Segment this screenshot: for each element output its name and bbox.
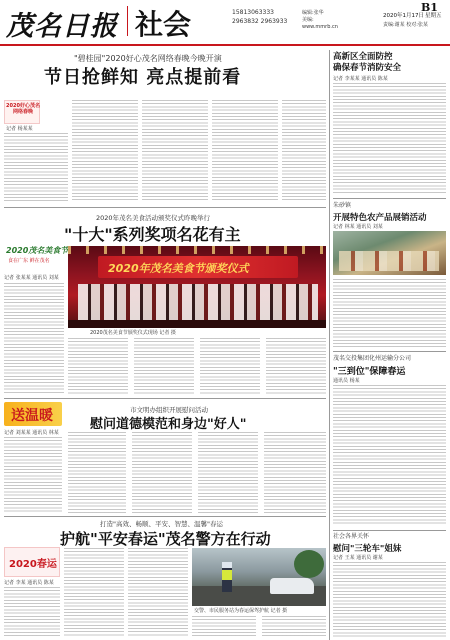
right-story-4-byline: 记者 王某 通讯员 谢某 [333, 555, 383, 561]
right-story-3-kicker: 茂名交投集团化州运输分公司 [333, 355, 412, 362]
right-story-1-headline: 高新区全面防控 确保春节消防安全 [333, 52, 402, 73]
issue-date: 2020年1月17日 [383, 13, 424, 19]
produce-fair-photo [333, 231, 446, 275]
section-divider-2 [4, 398, 326, 399]
stage-lights [68, 246, 326, 254]
logo-divider [127, 6, 128, 36]
section-divider-1 [4, 207, 326, 208]
warmth-body-col4 [198, 432, 258, 513]
warmth-kicker: 市文明办组织开展慰问活动 [130, 406, 208, 414]
stage-banner [98, 256, 298, 278]
police-body-col2 [64, 548, 124, 637]
lead-kicker: "碧桂园"2020好心茂名网络春晚今晚开演 [74, 54, 222, 63]
section-divider-3 [4, 516, 326, 517]
right-divider-2 [333, 351, 446, 352]
masthead [0, 0, 450, 44]
police-kicker: 打造"高效、畅顺、平安、智慧、温馨"春运 [100, 520, 223, 528]
right-story-3-byline: 通讯员 杨某 [333, 378, 360, 384]
spring-gala-logo [4, 100, 40, 124]
lead-body-col4 [212, 100, 278, 202]
website: www.mmrb.cn [302, 24, 338, 30]
warmth-body-col1 [4, 437, 62, 513]
newspaper-logo: 茂名日报 [6, 11, 118, 42]
warmth-byline: 记者 刘某某 通讯员 林某 [4, 430, 59, 436]
awards-body-col1 [4, 283, 64, 393]
police-headline: 护航"平安春运"茂名警方在行动 [60, 530, 271, 548]
awards-body-col2 [68, 338, 128, 394]
right-story-3-body [333, 385, 446, 525]
right-story-4-kicker: 社会各界关怀 [333, 533, 370, 540]
masthead-rule [0, 44, 450, 46]
police-body-col3 [128, 548, 188, 637]
traffic-police-photo [192, 548, 326, 606]
stalls [339, 251, 439, 271]
warmth-body-col3 [132, 432, 192, 513]
lead-body-col3 [142, 100, 208, 202]
food-fest-label: 2020茂名美食节 [6, 246, 69, 255]
page-number: B1 [421, 1, 438, 14]
lead-byline: 记者 杨某某 [6, 126, 33, 132]
right-story-4-body [333, 562, 446, 637]
police-body-col4 [192, 616, 256, 637]
issue-weekday: 星期五 [425, 13, 442, 19]
right-story-4-headline: 慰问"三轮车"姐妹 [333, 544, 402, 554]
reflective-vest [222, 570, 232, 580]
tree [294, 550, 324, 578]
lead-body-col5 [282, 100, 326, 202]
warmth-logo-label: 送温暖 [11, 408, 53, 424]
police-byline: 记者 李某 通讯员 陈某 [4, 580, 54, 586]
right-story-2-body [333, 279, 446, 347]
lead-body-col2 [72, 100, 138, 202]
right-story-1-body [333, 83, 446, 193]
lead-body-col1 [4, 133, 68, 201]
editor-line-2: 美编: [302, 17, 314, 23]
hotline-1: 15813063333 [232, 9, 274, 16]
page-staff: 责编:谢某 校对:张某 [383, 22, 428, 28]
right-story-3-headline: "三到位"保障春运 [333, 367, 406, 377]
awards-ceremony-photo [68, 246, 326, 328]
awards-byline: 记者 张某某 通讯员 刘某 [4, 275, 59, 281]
spring-travel-label: 2020春运 [9, 559, 57, 570]
editor-line-1: 编辑:张华 [302, 10, 324, 16]
lead-headline: 节日抢鲜知 亮点提前看 [44, 67, 242, 88]
warmth-body-col5 [264, 432, 326, 513]
spring-travel-logo [4, 547, 60, 577]
awards-body-col5 [266, 338, 326, 394]
hotline-2: 2963832 2963933 [232, 18, 288, 25]
car [270, 578, 314, 594]
police-photo-caption: 交警、市民服务站为春运保驾护航 记者 摄 [194, 608, 288, 614]
column-divider [329, 50, 330, 640]
food-fest-logo [4, 244, 69, 274]
police-body-col1 [4, 587, 60, 637]
stage-banner-text: 2020年茂名美食节颁奖仪式 [108, 262, 249, 275]
award-winners-row [78, 284, 318, 324]
right-story-2-kicker: 朱砂镇 [333, 202, 352, 209]
awards-headline: "十大"系列奖项名花有主 [64, 225, 241, 244]
warmth-logo [4, 402, 62, 426]
right-story-1-byline: 记者 李某某 通讯员 陈某 [333, 76, 388, 82]
awards-body-col4 [200, 338, 260, 394]
awards-kicker: 2020年茂名美食活动颁奖仪式昨晚举行 [96, 214, 211, 222]
police-body-col5 [262, 616, 326, 637]
right-divider-3 [333, 530, 446, 531]
right-story-2-headline: 开展特色农产品展销活动 [333, 213, 427, 223]
awards-photo-caption: 2020茂名美食节颁奖仪式现场 记者 摄 [90, 330, 176, 336]
gala-logo-label: 2020好心茂名 网络春晚 [6, 103, 40, 115]
warmth-body-col2 [68, 432, 126, 513]
awards-body-col3 [134, 338, 194, 394]
stage-floor [68, 320, 326, 328]
warmth-headline: 慰问道德模范和身边"好人" [90, 417, 247, 432]
section-title: 社会 [135, 8, 192, 41]
food-fest-slogan: 食在广东 鲜在茂名 [8, 258, 50, 264]
right-story-2-byline: 记者 林某 通讯员 刘某 [333, 224, 383, 230]
right-divider-1 [333, 198, 446, 199]
